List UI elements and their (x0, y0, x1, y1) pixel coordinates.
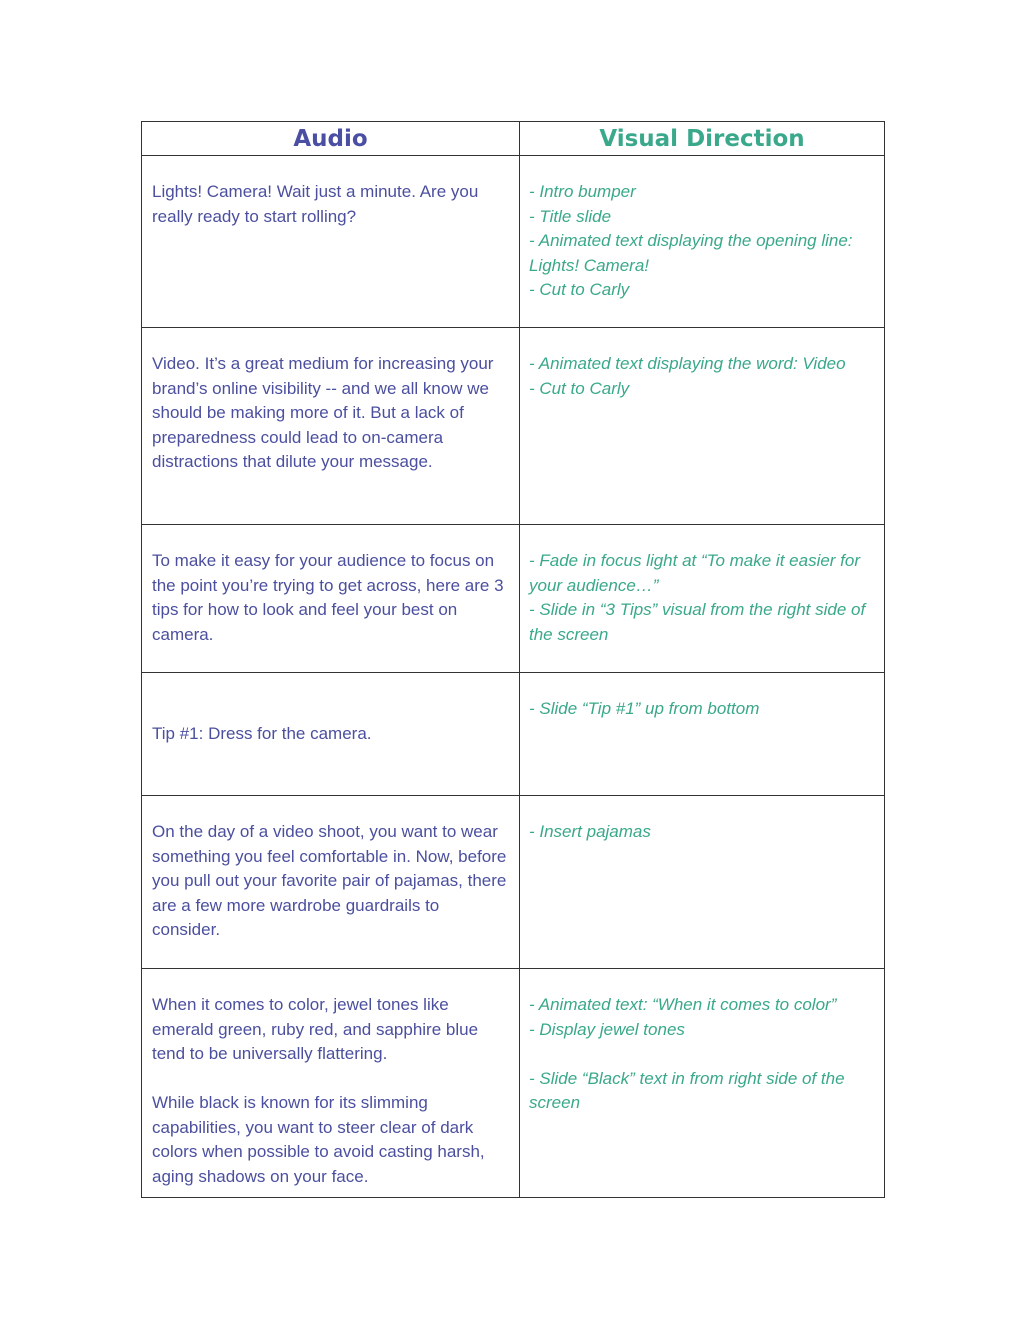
visual-text: - Slide in “3 Tips” visual from the right side of the screen (529, 600, 870, 644)
visual-text: - Slide “Black” text in from right side of the screen (529, 1068, 850, 1112)
visual-text: - Fade in focus light at “To make it easier for your audience…” (529, 551, 865, 595)
visual-cell (520, 796, 885, 969)
table-row (142, 673, 885, 796)
visual-text: - Animated text: “When it comes to color” (529, 995, 837, 1014)
audio-text: Video. It’s a great medium for increasing your brand’s online visibility -- and we all know we should be making more of it. But a lack of preparedness could lead to on-camera distractions that dilute your message. (152, 354, 499, 471)
audio-cell (142, 525, 520, 673)
visual-cell (520, 673, 885, 796)
visual-cell (520, 156, 885, 328)
visual-text: - Slide “Tip #1” up from bottom (529, 699, 760, 718)
table-row (142, 156, 885, 328)
visual-text: - Intro bumper (529, 182, 636, 201)
visual-cell (520, 525, 885, 673)
visual-text: - Animated text displaying the word: Video (529, 354, 846, 373)
table-header-row (142, 122, 885, 156)
audio-cell (142, 328, 520, 525)
audio-text: On the day of a video shoot, you want to wear something you feel comfortable in. Now, before you pull out your favorite pair of pajamas, there are a few more wardrobe guardrails to consider. (152, 822, 512, 939)
audio-text: Lights! Camera! Wait just a minute. Are you really ready to start rolling? (152, 182, 484, 226)
script-table (141, 121, 885, 1198)
audio-text: While black is known for its slimming capabilities, you want to steer clear of dark colors when possible to avoid casting harsh, aging shadows on your face. (152, 1093, 490, 1186)
audio-cell (142, 796, 520, 969)
paragraph-gap (152, 1067, 511, 1092)
visual-text: - Title slide (529, 206, 612, 226)
visual-text: - Insert pajamas (529, 822, 651, 841)
visual-direction-column-header: Visual Direction (520, 122, 885, 156)
paragraph-gap (529, 1042, 876, 1067)
audio-cell (142, 156, 520, 328)
audio-text: Tip #1: Dress for the camera. (152, 724, 372, 743)
visual-text: - Cut to Carly (529, 280, 630, 299)
table-row (142, 969, 885, 1198)
visual-cell (520, 328, 885, 525)
table-row (142, 328, 885, 525)
audio-cell (142, 673, 520, 796)
visual-cell (520, 969, 885, 1198)
table-row (142, 796, 885, 969)
audio-text: When it comes to color, jewel tones like emerald green, ruby red, and sapphire blue tend to be universally flattering. (152, 995, 483, 1063)
table-row (142, 525, 885, 673)
visual-text: - Animated text displaying the opening line: Lights! Camera! (529, 231, 858, 275)
visual-text: - Cut to Carly (529, 378, 630, 398)
audio-column-header: Audio (142, 122, 520, 156)
audio-text: To make it easy for your audience to focus on the point you’re trying to get across, here are 3 tips for how to look and feel your best on camera. (152, 551, 509, 644)
visual-text: - Display jewel tones (529, 1019, 685, 1039)
audio-cell (142, 969, 520, 1198)
